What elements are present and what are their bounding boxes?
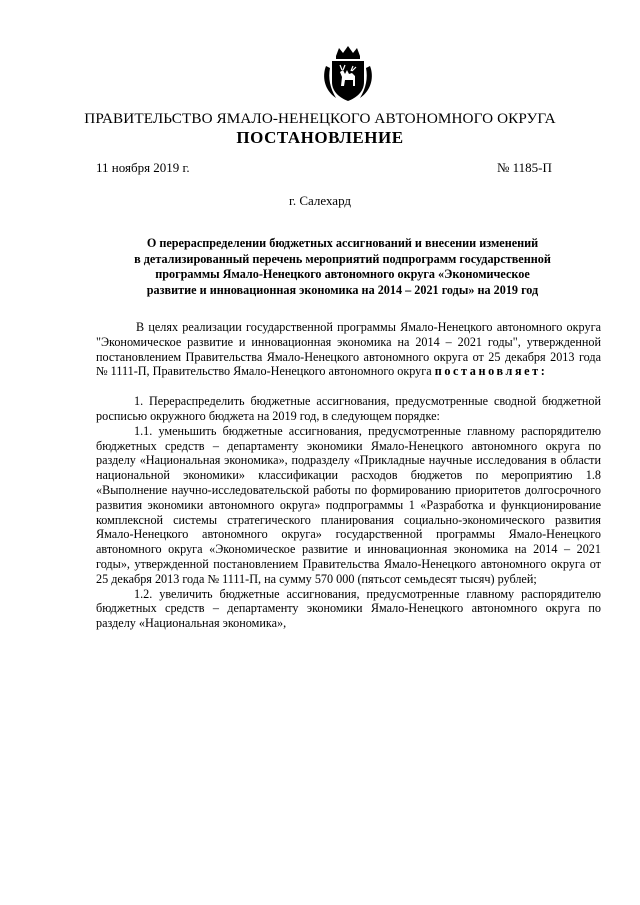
document-number: № 1185-П bbox=[497, 160, 552, 175]
yanao-coat-of-arms-icon bbox=[322, 46, 374, 102]
intro-text: В целях реализации государственной программы Ямало-Ненецкого автономного округа "Экономическое развитие и инновационная экономика на 2014 – 2021 годы", утвержденной постановлением Правительства Ямало-Ненецкого автономного округа от 25 декабря 2013 года № 1111-П, Правительство Ямало-Ненецкого автономного округа bbox=[96, 320, 601, 379]
intro-paragraph bbox=[96, 320, 601, 379]
document-type: ПОСТАНОВЛЕНИЕ bbox=[236, 128, 404, 147]
document-body bbox=[96, 320, 601, 631]
document-date: 11 ноября 2019 г. bbox=[96, 160, 190, 175]
document-city: г. Салехард bbox=[288, 193, 352, 208]
paragraph-1-2: 1.2. увеличить бюджетные ассигнования, предусмотренные главному распорядителю бюджетных средств – департаменту экономики Ямало-Ненецкого автономного округа по разделу «Национальная экономика», bbox=[96, 586, 601, 631]
government-name: ПРАВИТЕЛЬСТВО ЯМАЛО-НЕНЕЦКОГО АВТОНОМНОГО ОКРУГА bbox=[84, 110, 556, 127]
title-line: в детализированный перечень мероприятий подпрограмм государственной bbox=[134, 251, 551, 266]
title-line: развитие и инновационная экономика на 2014 – 2021 годы» на 2019 год bbox=[146, 282, 539, 297]
document-title bbox=[96, 236, 589, 298]
paragraph-1-1: 1.1. уменьшить бюджетные ассигнования, предусмотренные главному распорядителю бюджетных средств – департаменту экономики Ямало-Ненецкого автономного округа по разделу «Национальная экономика», подразделу «Прикладные научные исследования в области национальной экономики» классификации расходов бюджетов по мероприятию 1.8 «Выполнение научно-исследовательской работы по формированию приоритетов долгосрочного развития экономики автономного округа» подпрограммы 1 «Разработка и функционирование комплексной системы стратегического планирования социально-экономического развития Ямало-Ненецкого автономного округа» государственной программы Ямало-Ненецкого автономного округа «Экономическое развитие и инновационная экономика на 2014 – 2021 годы», утвержденной постановлением Правительства Ямало-Ненецкого автономного округа от 25 декабря 2013 года № 1111-П, на сумму 570 000 (пятьсот семьдесят тысяч) рублей; bbox=[96, 423, 601, 586]
title-line: О перераспределении бюджетных ассигнований и внесении изменений bbox=[146, 236, 539, 250]
decree-word: постановляет: bbox=[434, 364, 548, 379]
title-line: программы Ямало-Ненецкого автономного округа «Экономическое bbox=[155, 267, 530, 281]
paragraph-1: 1. Перераспределить бюджетные ассигнования, предусмотренные сводной бюджетной росписью окружного бюджета на 2019 год, в следующем порядке: bbox=[96, 394, 601, 423]
